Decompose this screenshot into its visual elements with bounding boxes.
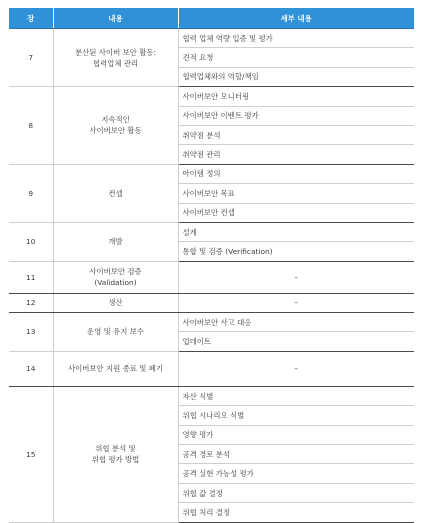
chapter-number: 14	[9, 351, 53, 386]
detail-cell: 사이버보안 모니터링	[178, 87, 414, 106]
content-cell	[53, 351, 178, 386]
detail-cell: 공격 실현 가능성 평가	[178, 464, 414, 483]
detail-cell: 업데이트	[178, 332, 414, 351]
content-cell	[53, 261, 178, 293]
detail-empty-cell: –	[178, 351, 414, 386]
table-row	[9, 313, 414, 332]
content-cell	[53, 87, 178, 165]
content-cell	[53, 164, 178, 222]
content-line: 생산	[108, 298, 123, 308]
detail-cell: 취약점 분석	[178, 125, 414, 144]
chapter-number: 10	[9, 222, 53, 261]
detail-cell: 취약점 관리	[178, 145, 414, 164]
table-row	[9, 222, 414, 241]
table-row	[9, 87, 414, 106]
content-line: 운영 및 유지 보수	[86, 327, 145, 337]
content-cell	[53, 293, 178, 312]
content-line: 개발	[108, 237, 123, 247]
chapter-number: 7	[9, 29, 53, 87]
header-content: 내용	[53, 8, 178, 29]
content-line: 사이버보안 검증	[89, 267, 142, 277]
detail-cell: 설계	[178, 222, 414, 241]
detail-cell: 공격 경로 분석	[178, 445, 414, 464]
header-chapter: 장	[9, 8, 53, 29]
content-line: 컨셉	[108, 188, 123, 198]
table-row	[9, 351, 414, 386]
content-cell	[53, 29, 178, 87]
detail-cell: 견적 요청	[178, 48, 414, 67]
table-row	[9, 386, 414, 405]
detail-cell: 위협 값 결정	[178, 483, 414, 502]
chapter-number: 9	[9, 164, 53, 222]
detail-cell: 사이버보안 목표	[178, 184, 414, 203]
content-line: 사이버보안 지원 종료 및 폐기	[67, 364, 164, 374]
detail-cell: 영향 평가	[178, 425, 414, 444]
content-line: 분산된 사이버 보안 활동:	[75, 47, 156, 57]
detail-cell: 위협 시나리오 식별	[178, 406, 414, 425]
content-line: 지속적인	[101, 115, 130, 125]
detail-cell: 협력 업체 역량 입증 및 평가	[178, 29, 414, 48]
cybersecurity-activity-table	[9, 8, 414, 523]
content-cell	[53, 386, 178, 522]
table-row	[9, 164, 414, 183]
table-body	[9, 29, 414, 523]
header-details: 세부 내용	[178, 8, 414, 29]
table-row	[9, 29, 414, 48]
content-line: (Validation)	[94, 278, 137, 288]
detail-cell: 통합 및 검증 (Verification)	[178, 242, 414, 261]
chapter-number: 8	[9, 87, 53, 165]
detail-cell: 사이버보안 컨셉	[178, 203, 414, 222]
detail-cell: 사이버보안 이벤트 평가	[178, 106, 414, 125]
table-container	[9, 8, 414, 523]
table-header	[9, 8, 414, 29]
content-line: 위협 분석 및	[95, 444, 136, 454]
detail-empty-cell: –	[178, 261, 414, 293]
content-line: 협력업체 관리	[92, 58, 139, 68]
chapter-number: 13	[9, 313, 53, 352]
chapter-number: 15	[9, 386, 53, 522]
header-row	[9, 8, 414, 29]
detail-cell: 위협 처리 결정	[178, 503, 414, 522]
table-row	[9, 293, 414, 312]
detail-empty-cell: –	[178, 293, 414, 312]
content-cell	[53, 222, 178, 261]
chapter-number: 12	[9, 293, 53, 312]
detail-cell: 자산 식별	[178, 386, 414, 405]
detail-cell: 협력업체와의 역할/책임	[178, 67, 414, 86]
content-line: 사이버보안 활동	[89, 126, 142, 136]
content-line: 위협 평가 방법	[91, 455, 140, 465]
table-row	[9, 261, 414, 293]
chapter-number: 11	[9, 261, 53, 293]
detail-cell: 아이템 정의	[178, 164, 414, 183]
detail-cell: 사이버보안 사고 대응	[178, 313, 414, 332]
content-cell	[53, 313, 178, 352]
